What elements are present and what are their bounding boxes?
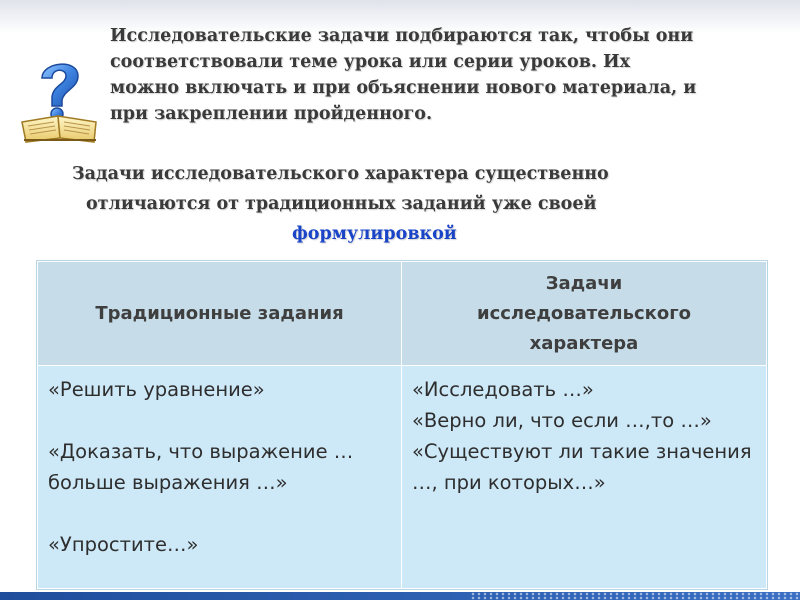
list-item: «Верно ли, что если …,то …» [412,409,712,432]
list-item: «Решить уравнение» [48,378,265,401]
cell-research [402,366,767,589]
list-item: «Доказать, что выражение … больше выражения …» [48,440,354,494]
book-question-icon [20,52,100,144]
table-row [38,366,767,589]
subtitle-line: отличаются от традиционных заданий уже своей [86,194,597,214]
list-item: «Упростите…» [48,533,199,556]
spacer [48,405,393,436]
spacer [48,498,393,529]
subtitle-line: Задачи исследовательского характера существенно [72,164,609,184]
intro-paragraph [110,23,790,127]
cell-traditional [38,366,402,589]
list-item: «Исследовать …» [412,378,594,401]
intro-line: Исследовательские задачи подбираются так, чтобы они [110,26,694,46]
intro-line: соответствовали теме урока или серии уроков. Их [110,52,631,72]
comparison-table [37,261,767,589]
header-traditional: Традиционные задания [38,262,402,366]
intro-line: при закреплении пройденного. [110,104,433,124]
header-research [402,262,767,366]
intro-line: можно включать и при объяснении нового материала, и [110,78,697,98]
list-item: «Существуют ли такие значения …, при которых…» [412,440,752,494]
table-header-row [38,262,767,366]
header-research-line: исследовательского [476,302,691,324]
subtitle-keyword: формулировкой [292,224,457,244]
bottom-band-pattern [470,592,800,600]
header-research-line: характера [529,332,639,354]
header-research-line: Задачи [545,272,623,294]
